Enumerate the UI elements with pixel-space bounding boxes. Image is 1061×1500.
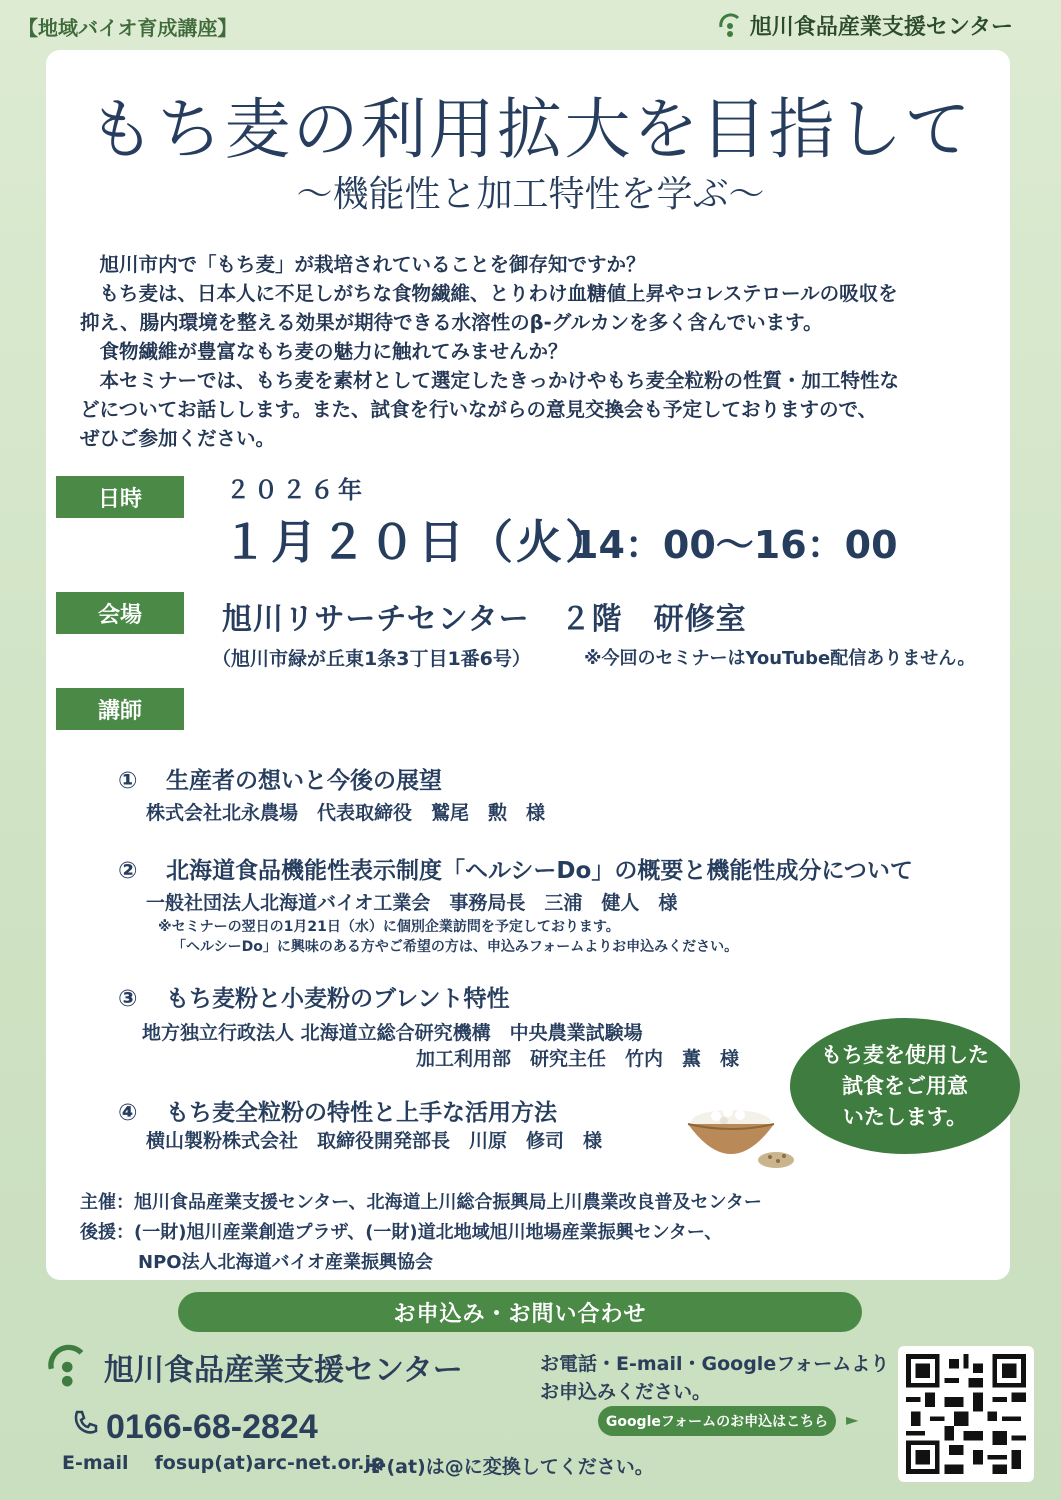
intro-line: 本セミナーでは、もち麦を素材として選定したきっかけやもち麦全粒粉の性質・加工特性な xyxy=(80,369,900,392)
intro-line: どについてお話しします。また、試食を行いながらの意見交換会も予定しておりますので、 xyxy=(80,398,878,421)
phone-icon xyxy=(70,1408,100,1447)
header-org xyxy=(718,10,1013,41)
lecture-3-speaker-2: 加工利用部 研究主任 竹内 薫 様 xyxy=(416,1048,740,1070)
intro-line: 食物繊維が豊富なもち麦の魅力に触れてみませんか？ xyxy=(80,340,568,363)
intro-line: ぜひご参加ください。 xyxy=(80,427,276,450)
header-tag: 【地域バイオ育成講座】 xyxy=(18,16,238,40)
lecture-number: ③ xyxy=(118,986,138,1012)
lecture-2-note: 「ヘルシーDo」に興味のある方やご希望の方は、申込みフォームよりお申込みください。 xyxy=(172,939,739,955)
bubble-line: 試食をご用意 xyxy=(842,1073,968,1098)
support-text: 後援：(一財)旭川産業創造プラザ、(一財)道北地域旭川地場産業振興センター、 xyxy=(80,1222,723,1243)
at-note: ※(at)は@に変換してください。 xyxy=(368,1456,654,1478)
bubble-line: いたします。 xyxy=(842,1104,968,1129)
schedule-year: ２０２６年 xyxy=(226,476,366,504)
contact-line: お申込みください。 xyxy=(540,1381,712,1403)
lecture-4-speaker: 横山製粉株式会社 取締役開発部長 川原 修司 様 xyxy=(146,1130,603,1152)
bubble-line: もち麦を使用した xyxy=(821,1042,989,1067)
contact-line: お電話・E-mail・Googleフォームより xyxy=(540,1353,890,1375)
schedule-time: 14：00～16：00 xyxy=(572,523,898,567)
header-org-name: 旭川食品産業支援センター xyxy=(749,15,1013,40)
lecture-1-title xyxy=(118,762,442,795)
arrow-right-icon: ► xyxy=(846,1410,859,1429)
intro-text xyxy=(80,250,990,453)
email-line xyxy=(62,1452,385,1474)
lecture-2-note: ※セミナーの翌日の1月21日（水）に個別企業訪問を予定しております。 xyxy=(158,919,620,935)
lecturers-label: 講師 xyxy=(56,688,184,730)
footer-org xyxy=(46,1344,463,1390)
bowl-illustration xyxy=(676,1094,796,1176)
venue-label: 会場 xyxy=(56,592,184,634)
email-address[interactable]: fosup(at)arc-net.or.jp xyxy=(154,1452,385,1474)
lecture-1-speaker: 株式会社北永農場 代表取締役 鷲尾 勲 様 xyxy=(146,802,546,824)
lecture-2-title xyxy=(118,852,913,885)
venue-note: ※今回のセミナーはYouTube配信ありません。 xyxy=(584,648,976,669)
logo-icon xyxy=(46,1344,92,1390)
email-label: E-mail xyxy=(62,1452,129,1474)
intro-line: もち麦は、日本人に不足しがちな食物繊維、とりわけ血糖値上昇やコレステロールの吸収を xyxy=(80,282,898,305)
organizer-text: 主催：旭川食品産業支援センター、北海道上川総合振興局上川農業改良普及センター xyxy=(80,1192,762,1213)
logo-icon xyxy=(718,13,744,39)
lecture-number: ② xyxy=(118,858,138,884)
schedule-label: 日時 xyxy=(56,476,184,518)
phone-number[interactable] xyxy=(70,1408,318,1447)
venue-name: 旭川リサーチセンター ２階 研修室 xyxy=(222,602,747,637)
apply-banner: お申込み・お問い合わせ xyxy=(178,1292,862,1332)
phone-text: 0166-68-2824 xyxy=(106,1408,318,1446)
page-subtitle: ～機能性と加工特性を学ぶ～ xyxy=(296,174,765,215)
tasting-bubble xyxy=(790,1018,1020,1154)
lecture-4-title xyxy=(118,1094,557,1127)
lecture-3-speaker: 地方独立行政法人 北海道立総合研究機構 中央農業試験場 xyxy=(142,1022,643,1044)
lecture-title-text: もち麦全粒粉の特性と上手な活用方法 xyxy=(166,1100,557,1126)
lecture-3-title xyxy=(118,980,510,1013)
footer-org-name: 旭川食品産業支援センター xyxy=(104,1353,463,1388)
intro-line: 旭川市内で「もち麦」が栽培されていることを御存知ですか？ xyxy=(80,253,646,276)
venue-address: （旭川市緑が丘東1条3丁目1番6号） xyxy=(212,648,531,670)
lecture-title-text: 北海道食品機能性表示制度「ヘルシーDo」の概要と機能性成分について xyxy=(166,858,913,884)
lecture-title-text: もち麦粉と小麦粉のブレント特性 xyxy=(166,986,510,1012)
google-form-button[interactable]: Googleフォームのお申込はこちら xyxy=(598,1406,836,1436)
support-text-2: NPO法人北海道バイオ産業振興協会 xyxy=(138,1252,434,1273)
lecture-title-text: 生産者の想いと今後の展望 xyxy=(166,768,442,794)
schedule-date: １月２０日（火） xyxy=(222,515,614,569)
page-title: もち麦の利用拡大を目指して xyxy=(88,91,973,168)
contact-text xyxy=(540,1350,889,1406)
intro-line: 抑え、腸内環境を整える効果が期待できる水溶性のβ-グルカンを多く含んでいます。 xyxy=(80,311,823,334)
lecture-2-speaker: 一般社団法人北海道バイオ工業会 事務局長 三浦 健人 様 xyxy=(146,892,678,914)
lecture-number: ① xyxy=(118,768,138,794)
lecture-number: ④ xyxy=(118,1100,138,1126)
qr-code[interactable] xyxy=(898,1346,1034,1482)
